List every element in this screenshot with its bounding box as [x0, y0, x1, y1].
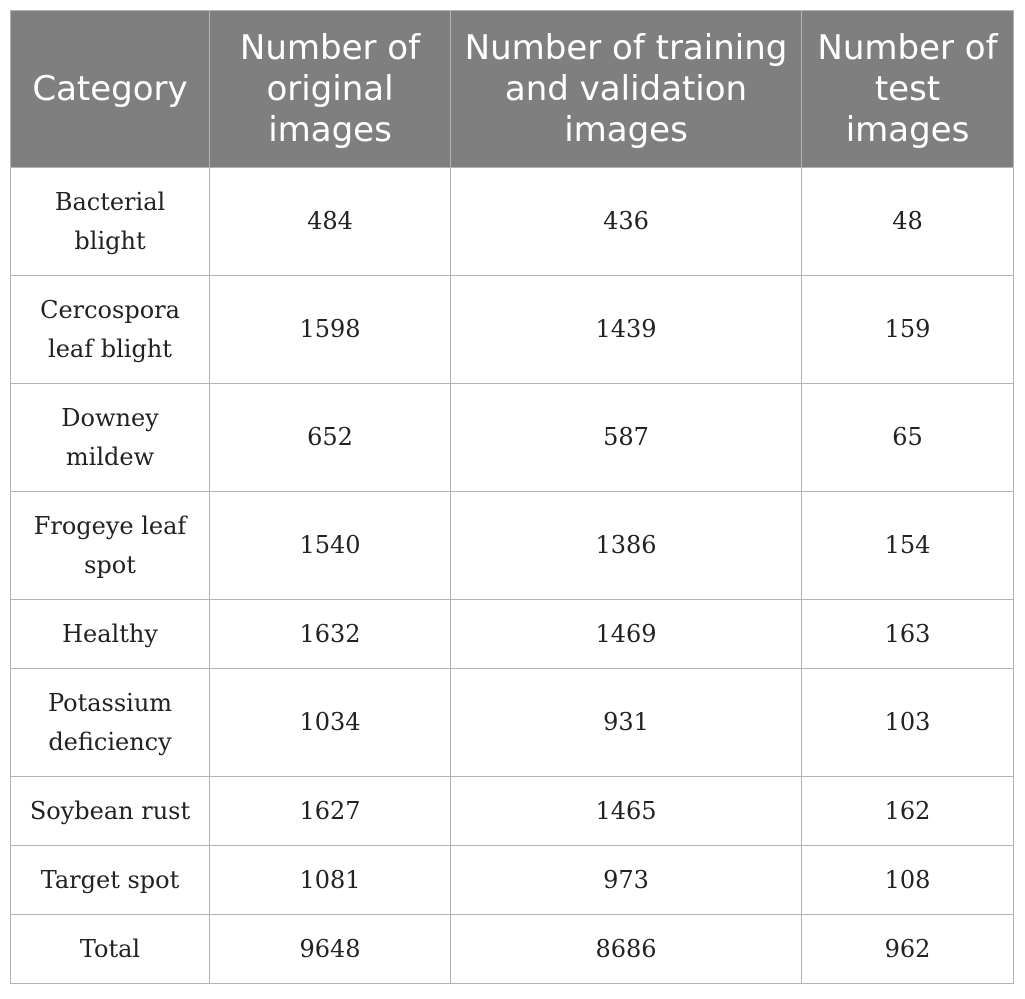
- cell-test: 48: [802, 168, 1014, 276]
- cell-original: 484: [210, 168, 451, 276]
- cell-original: 1632: [210, 600, 451, 669]
- cell-original: 1034: [210, 669, 451, 777]
- cell-train-val: 1465: [451, 777, 802, 846]
- cell-train-val: 1469: [451, 600, 802, 669]
- cell-test: 154: [802, 492, 1014, 600]
- cell-test: 65: [802, 384, 1014, 492]
- header-category: Category: [11, 11, 210, 168]
- cell-original: 652: [210, 384, 451, 492]
- cell-test: 163: [802, 600, 1014, 669]
- header-row: [11, 11, 1014, 168]
- cell-test: 962: [802, 915, 1014, 984]
- table-row-total: [11, 915, 1014, 984]
- cell-original: 9648: [210, 915, 451, 984]
- header-training-validation-images: Number of training and validation images: [451, 11, 802, 168]
- table-row: [11, 168, 1014, 276]
- table-header: [11, 11, 1014, 168]
- cell-category: Bacterial blight: [11, 168, 210, 276]
- table-body: [11, 168, 1014, 984]
- cell-train-val: 931: [451, 669, 802, 777]
- header-test-images: Number of test images: [802, 11, 1014, 168]
- cell-test: 103: [802, 669, 1014, 777]
- cell-test: 162: [802, 777, 1014, 846]
- cell-train-val: 436: [451, 168, 802, 276]
- cell-category: Healthy: [11, 600, 210, 669]
- cell-train-val: 8686: [451, 915, 802, 984]
- cell-train-val: 1386: [451, 492, 802, 600]
- cell-original: 1081: [210, 846, 451, 915]
- cell-category: Downey mildew: [11, 384, 210, 492]
- cell-category: Soybean rust: [11, 777, 210, 846]
- data-table-container: [10, 10, 1013, 984]
- cell-train-val: 973: [451, 846, 802, 915]
- cell-original: 1627: [210, 777, 451, 846]
- cell-category: Frogeye leaf spot: [11, 492, 210, 600]
- cell-train-val: 587: [451, 384, 802, 492]
- table-row: [11, 669, 1014, 777]
- table-row: [11, 846, 1014, 915]
- cell-category: Total: [11, 915, 210, 984]
- cell-test: 108: [802, 846, 1014, 915]
- dataset-table: [10, 10, 1014, 984]
- cell-original: 1540: [210, 492, 451, 600]
- table-row: [11, 492, 1014, 600]
- table-row: [11, 777, 1014, 846]
- table-row: [11, 384, 1014, 492]
- header-original-images: Number of original images: [210, 11, 451, 168]
- table-row: [11, 276, 1014, 384]
- cell-category: Target spot: [11, 846, 210, 915]
- cell-category: Cercospora leaf blight: [11, 276, 210, 384]
- cell-category: Potassium deficiency: [11, 669, 210, 777]
- cell-test: 159: [802, 276, 1014, 384]
- table-row: [11, 600, 1014, 669]
- cell-original: 1598: [210, 276, 451, 384]
- cell-train-val: 1439: [451, 276, 802, 384]
